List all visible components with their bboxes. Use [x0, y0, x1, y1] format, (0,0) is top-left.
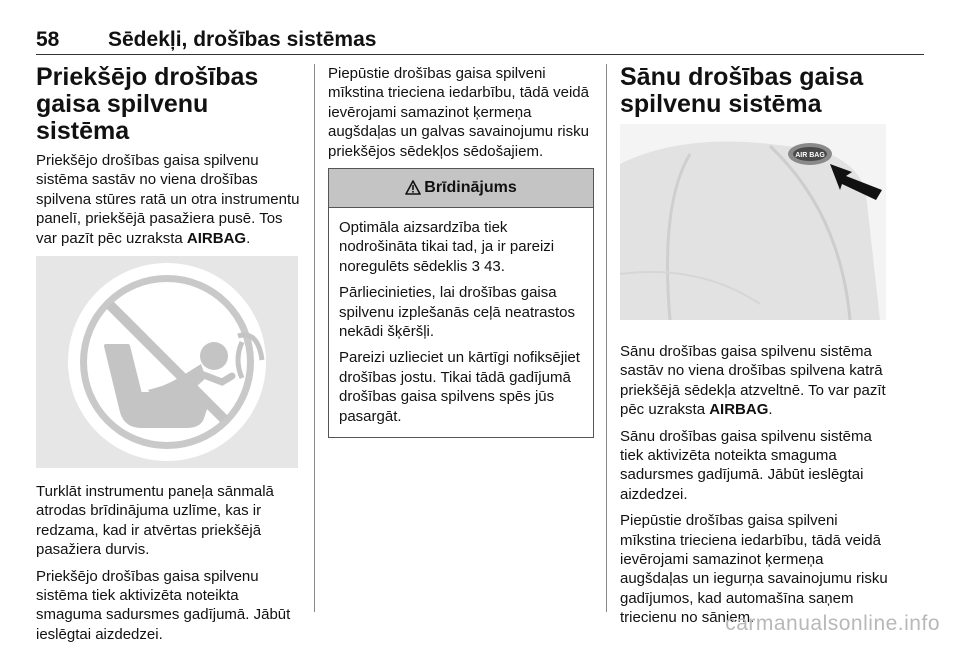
column-divider — [606, 64, 607, 612]
warning-title: Brīdinājums — [424, 179, 517, 197]
prohibition-sign-icon — [36, 256, 298, 468]
warning-seatbelt-text: Pareizi uzlieciet un kārtīgi nofiksējiet drošības jostu. Tikai tādā gadījumā drošības gaisa spilvens spēs jūs pasargāt. — [339, 349, 580, 425]
column-divider — [314, 64, 315, 612]
column-front-airbag — [36, 64, 302, 651]
watermark: carmanualsonline.info — [725, 612, 940, 635]
warning-sticker-text: Turklāt instrumentu paneļa sānmalā atrodas brīdinājuma uzlīme, kas ir redzama, kad ir atvērtas priekšējā pasažiera durvis. — [36, 483, 274, 559]
page-reference: 3 43 — [471, 257, 501, 275]
airbag-label: AIRBAG — [709, 401, 769, 419]
warning-triangle-icon — [405, 180, 421, 195]
airbag-cushion-text: Piepūstie drošības gaisa spilveni mīkstina trieciena iedarbību, tādā veidā ievērojami samazinot ķermeņa augšdaļas un galvas savainojumu risku priekšējos sēdekļos sēdošajiem. — [328, 65, 589, 160]
seat-airbag-label-illustration — [620, 124, 886, 320]
front-airbag-intro: Priekšējo drošības gaisa spilvenu sistēma sastāv no viena drošības spilvena stūres ratā un otra instrumentu panelī, priekšējā pasažiera pusē. Tos var pazīt pēc uzraksta AIRBAG. — [36, 152, 300, 247]
side-airbag-cushion-text: Piepūstie drošības gaisa spilveni mīkstina trieciena iedarbību, tādā veidā ievērojami samazinot ķermeņa augšdaļas un iegurņa savainojumu risku gadījumos, kad automašīna saņem triecienu no sāniem. — [620, 512, 888, 627]
airbag-badge — [788, 143, 832, 165]
side-airbag-intro: Sānu drošības gaisa spilvenu sistēma sastāv no viena drošības spilvena katrā priekšējā sēdekļa atzveltnē. To var pazīt pēc uzraksta AIRBAG. — [620, 343, 886, 419]
front-airbag-heading: Priekšējo drošības gaisa spilvenu sistēma — [36, 63, 259, 145]
badge-text: AIR BAG — [795, 152, 825, 159]
column-front-airbag-cont — [328, 64, 594, 438]
warning-seat-adjust-text: Optimāla aizsardzība tiek nodrošināta tikai tad, ja ir pareizi noregulēts sēdeklis 3 43. — [339, 219, 555, 275]
front-airbag-activation-text: Priekšējo drošības gaisa spilvenu sistēma tiek aktivizēta noteikta smaguma sadursmes gadījumā. Jābūt ieslēgtai aizdedzei. — [36, 567, 291, 643]
page-number: 58 — [36, 28, 60, 51]
airbag-label: AIRBAG — [186, 229, 247, 247]
page-header — [36, 28, 924, 55]
side-airbag-activation-text: Sānu drošības gaisa spilvenu sistēma tiek aktivizēta noteikta smaguma sadursmes gadījumā. Jābūt ieslēgtai aizdedzei. — [620, 427, 872, 503]
side-airbag-heading: Sānu drošības gaisa spilvenu sistēma — [620, 63, 864, 118]
warning-obstacles-text: Pārliecinieties, lai drošības gaisa spilvenu izplešanās ceļā neatrastos nekādi šķēršļi. — [339, 284, 575, 341]
column-side-airbag — [620, 64, 888, 635]
warning-header — [329, 169, 593, 208]
no-rear-facing-child-seat-illustration — [36, 256, 298, 468]
chapter-title: Sēdekļi, drošības sistēmas — [108, 28, 377, 51]
warning-box — [328, 168, 594, 438]
